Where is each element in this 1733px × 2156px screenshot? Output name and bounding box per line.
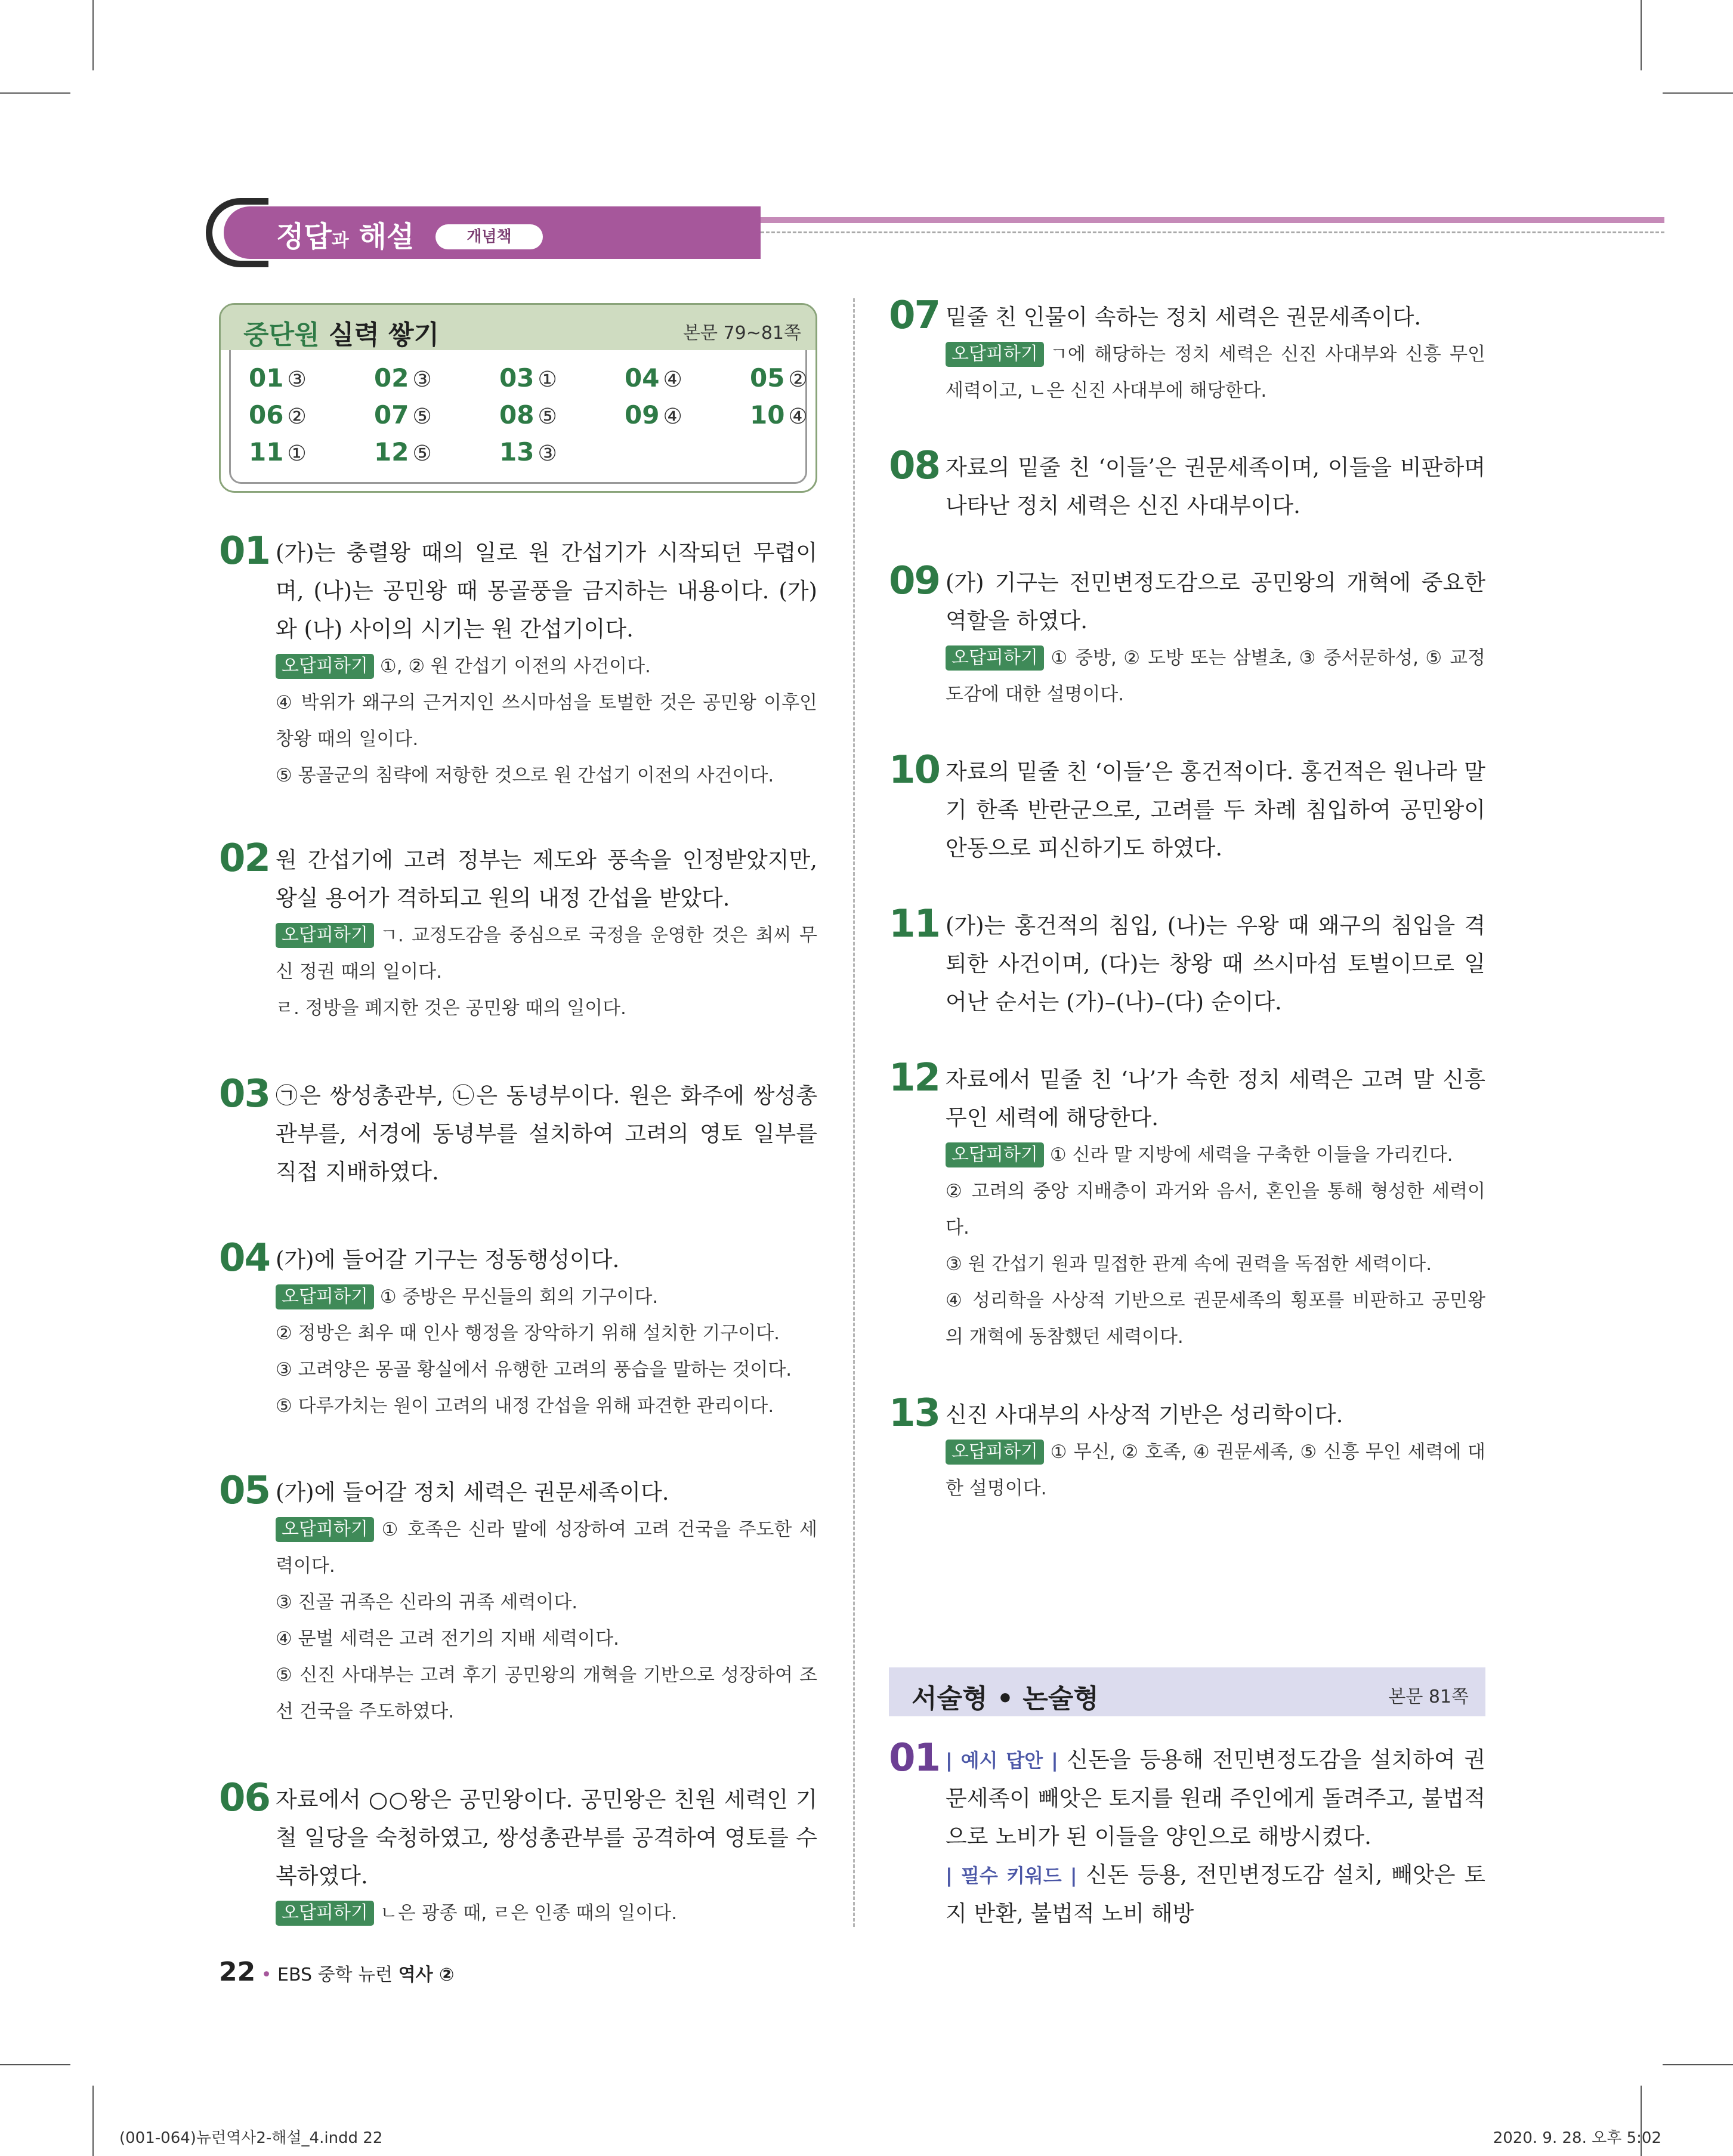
tip-extra: ② 정방은 최우 때 인사 행정을 장악하기 위해 설치한 기구이다. [276,1323,780,1344]
answer-key-item [625,363,682,393]
answer-key-choice: ③ [412,367,432,392]
wrong-answer-tag: 오답피하기 [946,1142,1044,1167]
question-body: (가) 기구는 전민변정도감으로 공민왕의 개혁에 중요한 역할을 하였다. [946,570,1485,634]
tip-extra: ⑤ 신진 사대부는 고려 후기 공민왕의 개혁을 기반으로 성장하여 조선 건국을 주도하였다. [276,1664,817,1722]
wrong-answer-tag: 오답피하기 [276,1284,374,1309]
question-body: (가)에 들어갈 정치 세력은 권문세족이다. [276,1479,669,1505]
question-body: (가)에 들어갈 기구는 정동행성이다. [276,1247,620,1272]
tip-extra: ⑤ 몽골군의 침략에 저항한 것으로 원 간섭기 이전의 사건이다. [276,765,774,786]
answer-key-choice: ① [287,441,307,466]
answer-key-page-ref: 본문 79~81쪽 [683,323,801,344]
question-number: 12 [889,1056,940,1100]
header-tag: 개념책 [435,224,543,249]
essay-page-ref: 본문 81쪽 [1388,1687,1469,1707]
question-number: 07 [889,294,940,338]
wrong-answer-tag: 오답피하기 [276,1901,374,1926]
answer-key-choice: ① [537,367,557,392]
tip-text: ㄱ에 해당하는 정치 세력은 신진 사대부와 신흥 무인 세력이고, ㄴ은 신진 사대부에 해당한다. [946,344,1485,401]
answer-key-item [625,400,682,430]
sample-answer-label: | 예시 답안 | [946,1749,1058,1772]
answer-key-choice: ④ [788,404,808,429]
wrong-answer-tag: 오답피하기 [946,645,1044,671]
answer-key-number: 13 [499,437,535,467]
question-body: (가)는 홍건적의 침입, (나)는 우왕 때 왜구의 침입을 격퇴한 사건이며, (다)는 창왕 때 쓰시마섬 토벌이므로 일어난 순서는 (가)–(나)–(다) 순이다. [946,913,1485,1015]
print-slug-file: (001-064)뉴런역사2-해설_4.indd 22 [119,2129,383,2147]
answer-key-title: 중단원 실력 쌓기 [243,320,440,350]
column-divider [853,298,855,1927]
answer-key-number: 07 [374,400,409,430]
answer-key-box [219,303,817,493]
page-number: 22 [219,1957,256,1987]
answer-key-item [249,400,307,430]
tip-extra: ④ 문벌 세력은 고려 전기의 지배 세력이다. [276,1628,619,1650]
answer-key-item [249,363,307,393]
header-title: 정답과 해설 [276,220,415,254]
essay-section-header [889,1667,1485,1716]
question-body: ㉠은 쌍성총관부, ㉡은 동녕부이다. 원은 화주에 쌍성총관부를, 서경에 동녕부를 설치하여 고려의 영토 일부를 직접 지배하였다. [276,1083,817,1185]
question-number: 06 [219,1776,270,1820]
question-number: 01 [889,1736,940,1780]
tip-text: ㄱ. 교정도감을 중심으로 국정을 운영한 것은 최씨 무신 정권 때의 일이다. [276,925,817,983]
tip-text: ① 중방은 무신들의 회의 기구이다. [379,1286,659,1308]
tip-text: ① 호족은 신라 말에 성장하여 고려 건국을 주도한 세력이다. [276,1519,817,1577]
answer-key-number: 06 [249,400,284,430]
answer-key-item [750,400,808,430]
answer-key-item [374,437,432,467]
answer-key-choice: ④ [663,404,682,429]
answer-key-item [374,400,432,430]
answer-key-number: 03 [499,363,535,393]
answer-key-item [499,363,557,393]
answer-key-choice: ② [287,404,307,429]
answer-key-number: 08 [499,400,535,430]
answer-key-item [499,437,557,467]
answer-key-item [499,400,557,430]
answer-key-choice: ② [788,367,808,392]
wrong-answer-tag: 오답피하기 [946,342,1044,367]
wrong-answer-tag: 오답피하기 [276,654,374,679]
crop-mark [1641,0,1642,70]
answer-key-grid [229,350,807,484]
tip-text: ① 무신, ② 호족, ④ 권문세족, ⑤ 신흥 무인 세력에 대한 설명이다. [946,1441,1485,1499]
answer-key-number: 12 [374,437,409,467]
keyword-label: | 필수 키워드 | [946,1864,1077,1887]
question-body: 원 간섭기에 고려 정부는 제도와 풍속을 인정받았지만, 왕실 용어가 격하되고 원의 내정 간섭을 받았다. [276,847,817,911]
crop-mark [0,92,70,94]
tip-text: ①, ② 원 간섭기 이전의 사건이다. [379,656,651,677]
question-number: 08 [889,444,940,488]
keyword-text: 신돈 등용, 전민변정도감 설치, 빼앗은 토지 반환, 불법적 노비 해방 [946,1862,1486,1926]
answer-key-choice: ⑤ [537,404,557,429]
answer-key-number: 05 [750,363,785,393]
question-body: 신진 사대부의 사상적 기반은 성리학이다. [946,1402,1343,1428]
subject-name: 역사 ② [398,1965,455,1985]
header-dashed-rule [761,231,1664,233]
answer-key-choice: ⑤ [412,441,432,466]
question-body: 자료에서 ○○왕은 공민왕이다. 공민왕은 친원 세력인 기철 일당을 숙청하였고, 쌍성총관부를 공격하여 영토를 수복하였다. [276,1787,817,1889]
answer-key-number: 09 [625,400,660,430]
answer-key-number: 02 [374,363,409,393]
sample-answer-text: 신돈을 등용해 전민변정도감을 설치하여 권문세족이 빼앗은 토지를 원래 주인에게 돌려주고, 불법적으로 노비가 된 이들을 양인으로 해방시켰다. [946,1747,1485,1849]
print-slug-date: 2020. 9. 28. 오후 5:02 [1493,2129,1661,2147]
question-number: 02 [219,836,270,881]
question-number: 01 [219,529,270,573]
question-body: 자료의 밑줄 친 ‘이들’은 권문세족이며, 이들을 비판하며 나타난 정치 세력은 신진 사대부이다. [946,455,1485,518]
wrong-answer-tag: 오답피하기 [276,1517,374,1542]
tip-extra: ㄹ. 정방을 폐지한 것은 공민왕 때의 일이다. [276,997,626,1019]
header-rule [761,217,1664,223]
crop-mark [92,2086,94,2156]
section-header [206,197,1664,268]
tip-extra: ③ 고려양은 몽골 황실에서 유행한 고려의 풍습을 말하는 것이다. [276,1359,792,1380]
tip-extra: ⑤ 다루가치는 원이 고려의 내정 간섭을 위해 파견한 관리이다. [276,1395,774,1417]
answer-key-choice: ③ [537,441,557,466]
footer-bullet: • [261,1965,272,1985]
answer-key-number: 04 [625,363,660,393]
tip-extra: ② 고려의 중앙 지배층이 과거와 음서, 혼인을 통해 형성한 세력이다. [946,1181,1485,1238]
tip-text: ㄴ은 광종 때, ㄹ은 인종 때의 일이다. [379,1902,677,1924]
answer-key-number: 10 [750,400,785,430]
tip-text: ① 중방, ② 도방 또는 삼별초, ③ 중서문하성, ⑤ 교정도감에 대한 설명이다. [946,647,1485,705]
wrong-answer-tag: 오답피하기 [946,1440,1044,1465]
answer-key-choice: ④ [663,367,682,392]
question-number: 03 [219,1072,270,1116]
question-number: 09 [889,559,940,603]
question-number: 05 [219,1469,270,1513]
question-body: (가)는 충렬왕 때의 일로 원 간섭기가 시작되던 무렵이며, (나)는 공민왕 때 몽골풍을 금지하는 내용이다. (가)와 (나) 사이의 시기는 원 간섭기이다. [276,540,817,642]
question-number: 13 [889,1391,940,1435]
essay-section-title: 서술형 • 논술형 [912,1684,1099,1714]
tip-extra: ④ 박위가 왜구의 근거지인 쓰시마섬을 토벌한 것은 공민왕 이후인 창왕 때의 일이다. [276,692,817,750]
answer-key-number: 01 [249,363,284,393]
tip-text: ① 신라 말 지방에 세력을 구축한 이들을 가리킨다. [1049,1144,1453,1166]
crop-mark [1663,92,1733,94]
question-number: 10 [889,748,940,792]
answer-key-choice: ⑤ [412,404,432,429]
question-body: 밑줄 친 인물이 속하는 정치 세력은 권문세족이다. [946,304,1422,330]
tip-extra: ③ 진골 귀족은 신라의 귀족 세력이다. [276,1592,578,1613]
question-number: 04 [219,1236,270,1280]
answer-key-number: 11 [249,437,284,467]
answer-key-item [374,363,432,393]
wrong-answer-tag: 오답피하기 [276,923,374,948]
crop-mark [92,0,94,70]
answer-key-item [750,363,808,393]
answer-key-item [249,437,307,467]
answer-key-choice: ③ [287,367,307,392]
question-number: 11 [889,902,940,946]
tip-extra: ③ 원 간섭기 원과 밀접한 관계 속에 권력을 독점한 세력이다. [946,1253,1432,1275]
crop-mark [1663,2064,1733,2065]
answer-key-header [221,305,815,350]
page-footer [219,1957,454,1987]
book-name: EBS 중학 뉴런 [277,1965,393,1985]
tip-extra: ④ 성리학을 사상적 기반으로 권문세족의 횡포를 비판하고 공민왕의 개혁에 동참했던 세력이다. [946,1290,1485,1348]
question-body: 자료의 밑줄 친 ‘이들’은 홍건적이다. 홍건적은 원나라 말기 한족 반란군으로, 고려를 두 차례 침입하여 공민왕이 안동으로 피신하기도 하였다. [946,759,1485,861]
crop-mark [0,2064,70,2065]
question-body: 자료에서 밑줄 친 ‘나’가 속한 정치 세력은 고려 말 신흥 무인 세력에 해당한다. [946,1067,1485,1130]
